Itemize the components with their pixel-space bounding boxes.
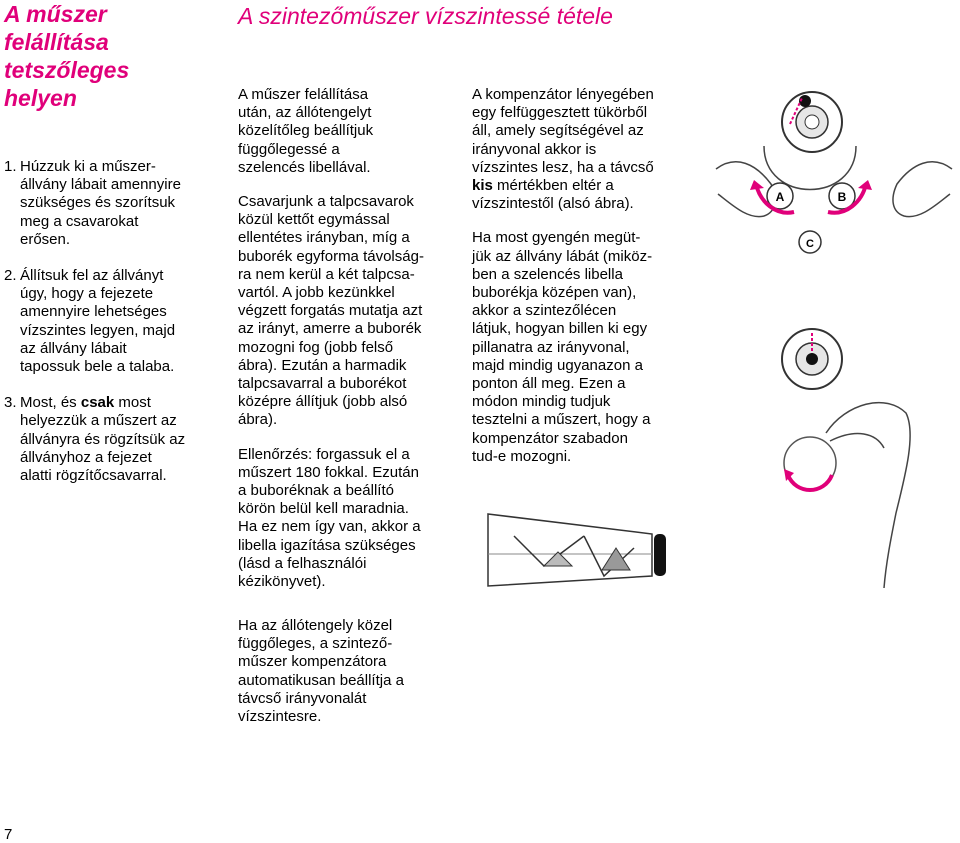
paragraph: Ha az állótengely közel függőleges, a szintező- műszer kompenzátora automatikusan beállítja a távcső irányvonalát vízszintesre. xyxy=(238,617,404,726)
step-number: 1. xyxy=(4,158,17,175)
level-center-circle xyxy=(805,115,819,129)
sidebar-title xyxy=(4,0,154,112)
paragraph: Ellenőrzés: forgassuk el a műszert 180 fokkal. Ezután a buboréknak a beállító körön belül kell maradnia. Ha ez nem így van, akkor a libella igazítása szükséges (lásd a felhasználói kézikönyvet). xyxy=(238,445,421,591)
paragraph: Csavarjunk a talpcsavarok közül kettőt egymással ellentétes irányban, míg a buborék egyforma távolság- ra nem kerül a két talpcsa- vartól. A jobb kezünkkel végzett forgatás mutatja azt az irányt, amerre a buborék mozogni fog (jobb felső ábra). Ezután a harmadik talpcsavarral a buborékot középre állítjuk (jobb alsó ábra). xyxy=(238,193,424,429)
bubble-icon xyxy=(806,353,818,365)
paragraph: A műszer felállítása után, az állótengelyt közelítőleg beállítjuk függőlegessé a szelencés libellával. xyxy=(238,86,374,176)
step-text: Állítsuk fel az állványt úgy, hogy a fejezete amennyire lehetséges vízszintes legyen, majd az állvány lábait tapossuk bele a talaba. xyxy=(20,267,176,376)
sidebar-title-line: tetszőleges xyxy=(4,57,130,83)
screw-a-label: A xyxy=(775,190,785,204)
emphasis-text: csak xyxy=(80,394,115,412)
column-middle-bottom xyxy=(238,617,460,742)
compensator-diagram xyxy=(484,508,674,590)
step-2 xyxy=(4,267,219,376)
arrowhead-icon xyxy=(750,180,764,190)
arrowhead-icon xyxy=(858,180,872,190)
foot-screw-figure-bottom xyxy=(766,323,926,593)
sidebar-title-line: A műszer xyxy=(4,1,107,27)
column-right xyxy=(472,86,707,482)
screw-b-label: B xyxy=(837,190,847,204)
step-1 xyxy=(4,158,219,249)
hand-icon xyxy=(826,403,910,588)
emphasis-text: kis xyxy=(472,177,493,195)
column-middle xyxy=(238,86,460,607)
telescope-body xyxy=(488,514,652,586)
paragraph: A kompenzátor lényegében egy felfüggesztett tükörből áll, amely segítségével az irányvonal akkor is vízszintes lesz, ha a távcső kis mértékben eltér a vízszintestől (alsó ábra). xyxy=(472,86,654,213)
sidebar-title-line: felállítása xyxy=(4,29,109,55)
page-heading: A szintezőműszer vízszintessé tétele xyxy=(238,3,613,29)
sidebar-title-line: helyen xyxy=(4,85,77,111)
right-hand-icon xyxy=(893,162,952,217)
step-text: Húzzuk ki a műszer- állvány lábait amennyire szükséges és szorítsuk meg a csavarokat erősen. xyxy=(20,158,181,248)
step-number: 3. xyxy=(4,394,17,412)
paragraph: Ha most gyengén megüt- jük az állvány lábát (miköz- ben a szelencés libella buborékja középen van), akkor a szintezőlécen látjuk, hogyan billen ki egy pillanatra az irányvonal, majd mindig ugyanazon a ponton áll meg. Ezen a módon mindig tudjuk tesztelni a műszert, hogy a kompenzátor szabadon tud-e mozogni. xyxy=(472,229,653,465)
step-3 xyxy=(4,394,219,485)
objective-lens-icon xyxy=(654,534,666,576)
step-number: 2. xyxy=(4,267,17,285)
setup-steps xyxy=(4,158,219,503)
step-text: Most, és csak most helyezzük a műszert az állványra és rögzítsük az állványhoz a fejezet alatti rögzítőcsavarral. xyxy=(20,394,186,485)
left-hand-icon xyxy=(716,162,775,217)
foot-screw-figure-top xyxy=(706,84,956,274)
finger-icon xyxy=(830,434,884,448)
screw-c-label: C xyxy=(806,238,814,250)
page-number: 7 xyxy=(4,826,13,843)
